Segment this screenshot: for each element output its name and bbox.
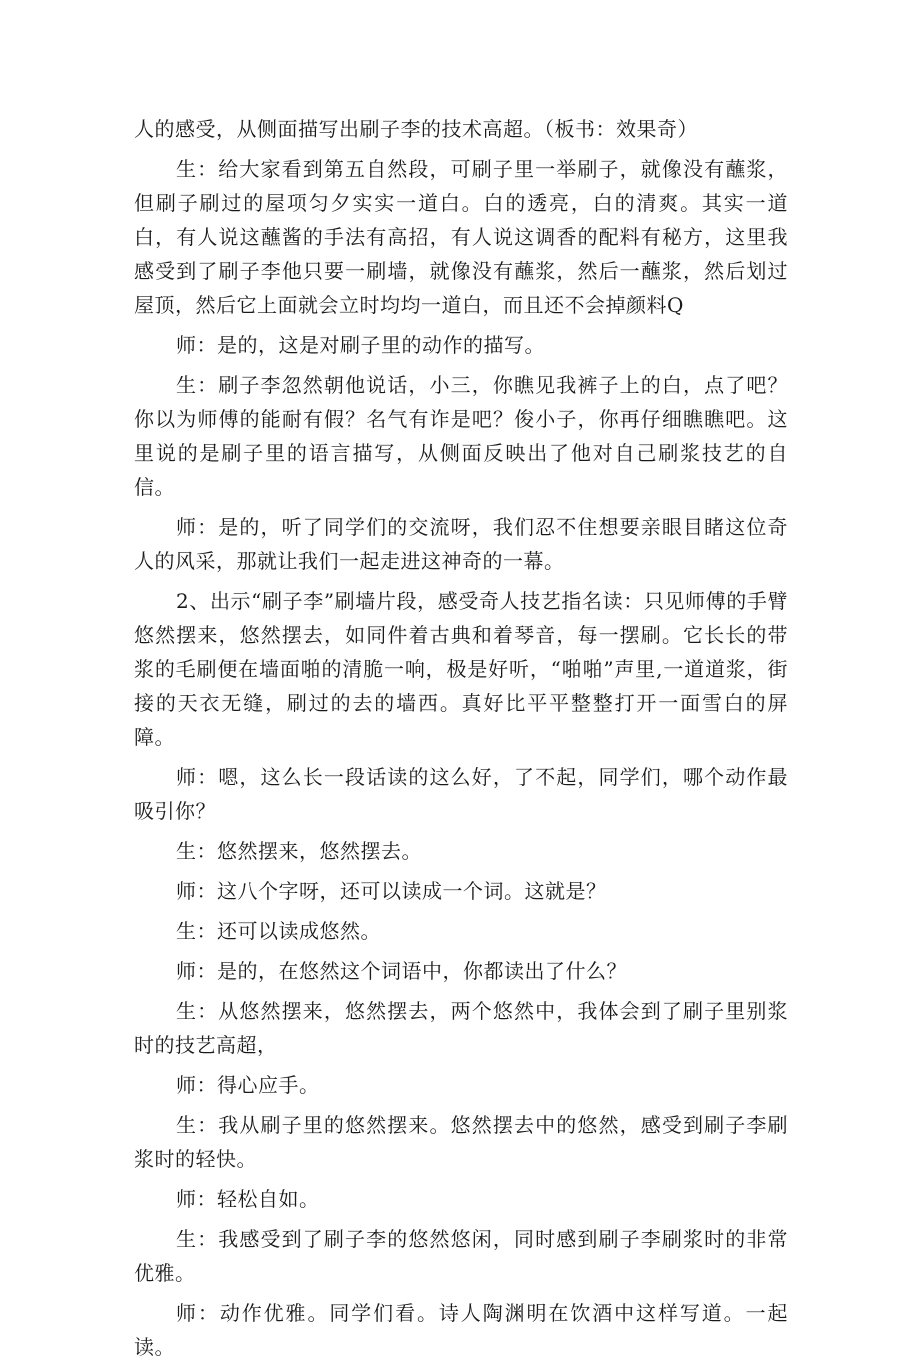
paragraph-16: 生：我感受到了刷子李的悠然悠闲，同时感到刷子李刷浆时的非常优雅。 — [134, 1227, 788, 1285]
paragraph-13: 师：得心应手。 — [176, 1073, 320, 1097]
paragraph-10: 生：还可以读成悠然。 — [176, 919, 381, 943]
paragraph-7: 师：嗯，这么长一段话读的这么好，了不起，同学们，哪个动作最吸引你？ — [134, 765, 788, 823]
paragraph-4: 生：刷子李忽然朝他说话，小三，你瞧见我裤子上的白，点了吧？你以为师傅的能耐有假？名气有诈是吧？俊小子，你再仔细瞧瞧吧。这里说的是刷子里的语言描写，从侧面反映出了他对自己刷浆技艺的自信。 — [134, 373, 788, 499]
paragraph-17: 师：动作优雅。同学们看。诗人陶渊明在饮酒中这样写道。一起读。 — [134, 1301, 788, 1359]
paragraph-14: 生：我从刷子里的悠然摆来。悠然摆去中的悠然，感受到刷子李刷浆时的轻快。 — [134, 1113, 788, 1171]
paragraph-8: 生：悠然摆来，悠然摆去。 — [176, 839, 422, 863]
paragraph-2: 生：给大家看到第五自然段，可刷子里一举刷子，就像没有蘸浆，但刷子刷过的屋项匀夕实实一道白。白的透亮，白的清爽。其实一道白，有人说这蘸酱的手法有高招，有人说这调香的配料有秘方，这里我感受到了刷子李他只要一刷墙，就像没有蘸浆，然后一蘸浆，然后划过屋顶，然后它上面就会立时均均一道白，而且还不会掉颜料Q — [134, 157, 788, 317]
paragraph-6: 2、出示“刷子李”刷墙片段，感受奇人技艺指名读：只见师傅的手臂悠然摆来，悠然摆去，如同件着古典和着琴音，每一摆刷。它长长的带浆的毛刷便在墙面啪的清脆一响，极是好听，“啪啪”声里,一道道浆，街接的天衣无缝，刷过的去的墙西。真好比平平整整打开一面雪白的屏障。 — [134, 589, 788, 749]
paragraph-12: 生：从悠然摆来，悠然摆去，两个悠然中，我体会到了刷子里别浆时的技艺高超， — [134, 999, 788, 1057]
paragraph-5: 师：是的，听了同学们的交流呀，我们忍不住想要亲眼目睹这位奇人的风采，那就让我们一起走进这神奇的一幕。 — [134, 515, 788, 573]
paragraph-15: 师：轻松自如。 — [176, 1187, 320, 1211]
paragraph-3: 师：是的，这是对刷子里的动作的描写。 — [176, 333, 545, 357]
paragraph-11: 师：是的，在悠然这个词语中，你都读出了什么？ — [176, 959, 627, 983]
paragraph-1: 人的感受，从侧面描写出刷子李的技术高超。（板书：效果奇） — [134, 117, 698, 141]
document-body — [134, 112, 788, 1370]
paragraph-9: 师：这八个字呀，还可以读成一个词。这就是？ — [176, 879, 607, 903]
